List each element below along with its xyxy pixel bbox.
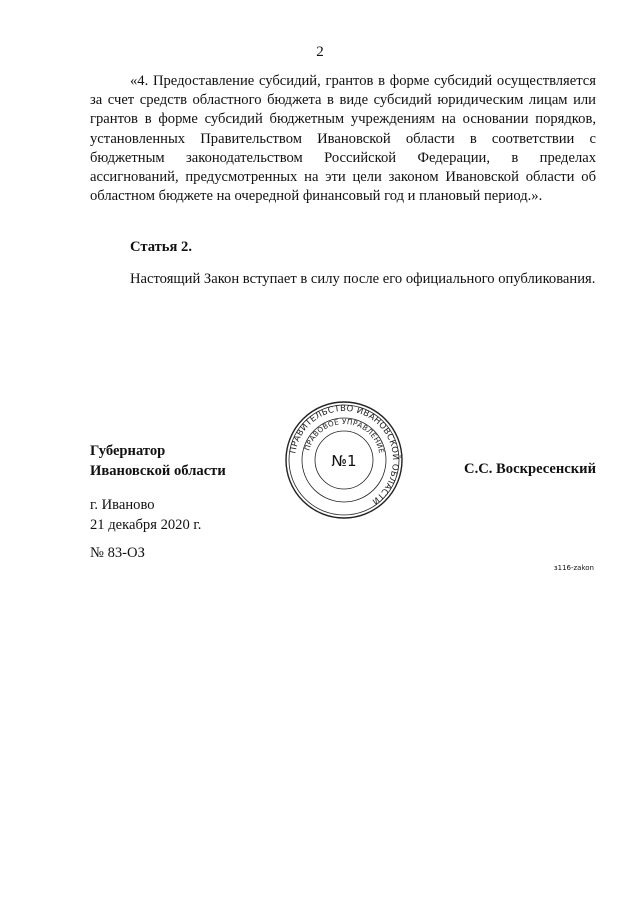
law-number: № 83-ОЗ bbox=[90, 545, 145, 561]
document-code: з116-zakon bbox=[553, 564, 594, 572]
place-and-date bbox=[90, 496, 201, 535]
seal-center-number: №1 bbox=[331, 452, 357, 470]
signatory-title-line-2: Ивановской области bbox=[90, 462, 226, 479]
seal-inner-text: ПРАВОВОЕ УПРАВЛЕНИЕ bbox=[302, 416, 387, 455]
signatory-name: С.С. Воскресенский bbox=[464, 461, 596, 477]
official-seal bbox=[284, 400, 404, 520]
article-heading: Статья 2. bbox=[130, 239, 192, 255]
place-of-signing: г. Иваново bbox=[90, 497, 155, 513]
paragraph-entry-into-force: Настоящий Закон вступает в силу после его официального опубликования. bbox=[130, 271, 596, 287]
seal-outer-text: ПРАВИТЕЛЬСТВО ИВАНОВСКОЙ ОБЛАСТИ bbox=[288, 403, 401, 507]
page-number: 2 bbox=[316, 44, 324, 60]
signatory-title bbox=[90, 442, 226, 481]
paragraph-amendment: «4. Предоставление субсидий, грантов в форме субсидий осуществляется за счет средств областного бюджета в виде субсидий юридическим лицам или грантов в форме субсидий бюджетным учреждениям на основании порядков, установленных Правительством Ивановской области в соответствии с бюджетным законодательством Российской Федерации, в пределах ассигнований, предусмотренных на эти цели законом Ивановской области об областном бюджете на очередной финансовый год и плановый период.». bbox=[90, 73, 596, 205]
signatory-title-line-1: Губернатор bbox=[90, 443, 166, 459]
signing-date: 21 декабря 2020 г. bbox=[90, 516, 202, 533]
